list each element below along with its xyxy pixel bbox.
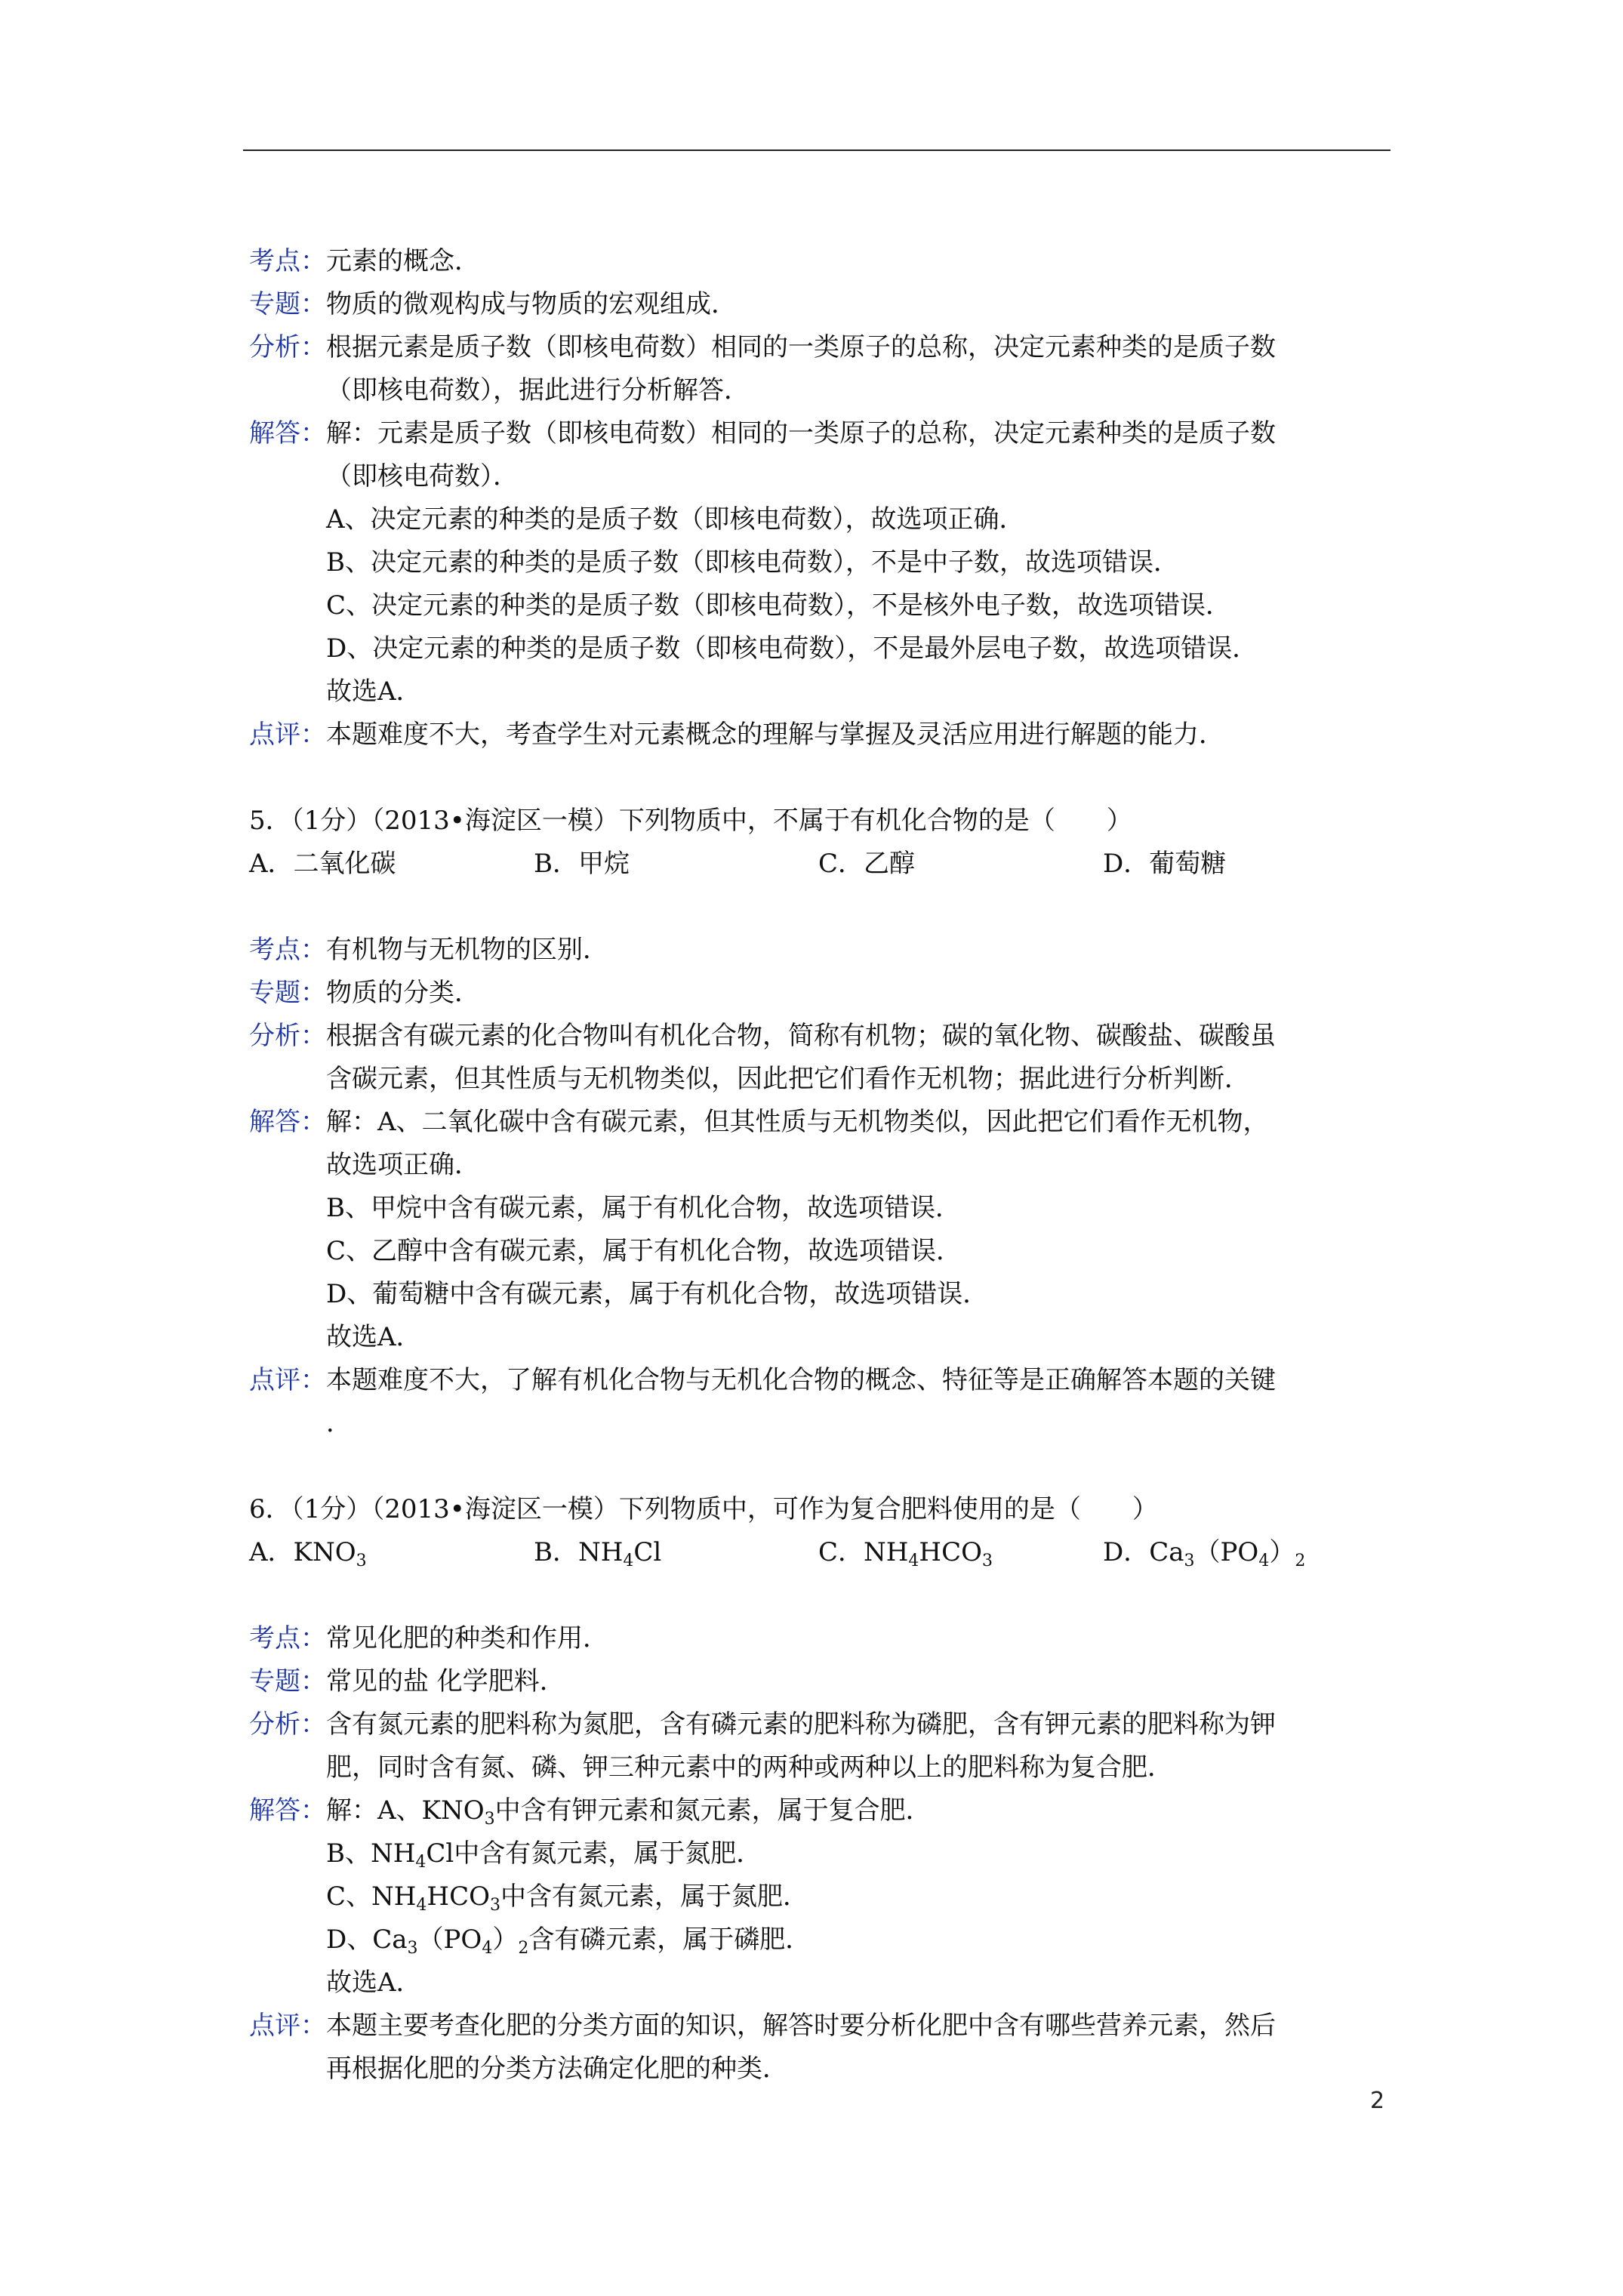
label-fenxi: 分析： xyxy=(249,1709,326,1740)
q6-zhuanti: 常见的盐 化学肥料． xyxy=(326,1666,565,1697)
q6-option-a: A．$KNO_3$ xyxy=(249,1537,367,1570)
q6-option-d: D．$Ca_3(PO_4)_2$ xyxy=(1103,1537,1306,1570)
label-kaodian: 考点： xyxy=(249,935,326,965)
q6-jieda-d: D、$Ca_3(PO_4)_2$含有磷元素，属于磷肥． xyxy=(326,1925,812,1958)
label-kaodian: 考点： xyxy=(249,1623,326,1653)
q5-jieda-c: C、乙醇中含有碳元素，属于有机化合物，故选项错误． xyxy=(326,1236,962,1266)
q5-stem: 5．（1分）（2013•海淀区一模）下列物质中，不属于有机化合物的是（ ） xyxy=(249,806,1132,836)
q4-fenxi: 根据元素是质子数（即核电荷数）相同的一类原子的总称，决定元素种类的是质子数 xyxy=(326,332,1276,362)
q6-stem: 6．（1分）（2013•海淀区一模）下列物质中，可作为复合肥料使用的是（ ） xyxy=(249,1494,1158,1524)
q6-fenxi-cont: 肥，同时含有氮、磷、钾三种元素中的两种或两种以上的肥料称为复合肥． xyxy=(326,1752,1173,1783)
q5-option-b: B．甲烷 xyxy=(534,849,630,879)
q4-jieda-d: D、决定元素的种类的是质子数（即核电荷数），不是最外层电子数，故选项错误． xyxy=(326,633,1258,664)
q5-jieda-b: B、甲烷中含有碳元素，属于有机化合物，故选项错误． xyxy=(326,1193,961,1223)
label-dianping: 点评： xyxy=(249,1365,326,1395)
question-6 xyxy=(249,1488,1397,2091)
explanation-q4 xyxy=(249,240,1397,757)
q6-kaodian: 常见化肥的种类和作用． xyxy=(326,1623,608,1653)
q6-option-b: B．$NH_4Cl$ xyxy=(534,1537,662,1570)
q5-options xyxy=(249,843,1397,886)
page-number: 2 xyxy=(1370,2088,1385,2114)
label-jieda: 解答： xyxy=(249,1107,326,1137)
label-jieda: 解答： xyxy=(249,1795,326,1826)
q4-kaodian: 元素的概念． xyxy=(326,246,480,276)
q6-jieda-b: B、$NH_4Cl$中含有氮元素，属于氮肥． xyxy=(326,1838,762,1872)
label-fenxi: 分析： xyxy=(249,332,326,362)
q5-kaodian: 有机物与无机物的区别． xyxy=(326,935,608,965)
q5-conclusion: 故选A． xyxy=(326,1322,422,1352)
q4-jieda: 解：元素是质子数（即核电荷数）相同的一类原子的总称，决定元素种类的是质子数 xyxy=(326,418,1276,448)
q4-jieda-a: A、决定元素的种类的是质子数（即核电荷数），故选项正确． xyxy=(326,504,1025,535)
q4-jieda-cont: （即核电荷数）． xyxy=(326,461,519,492)
q5-fenxi: 根据含有碳元素的化合物叫有机化合物，简称有机物；碳的氧化物、碳酸盐、碳酸虽 xyxy=(326,1021,1276,1051)
q5-jieda: 解：A、二氧化碳中含有碳元素，但其性质与无机物类似，因此把它们看作无机物， xyxy=(326,1107,1269,1137)
q4-zhuanti: 物质的微观构成与物质的宏观组成． xyxy=(326,289,737,319)
q5-option-c: C．乙醇 xyxy=(818,849,916,879)
q5-zhuanti: 物质的分类． xyxy=(326,978,480,1008)
q4-dianping: 本题难度不大，考查学生对元素概念的理解与掌握及灵活应用进行解题的能力． xyxy=(326,720,1224,750)
q6-dianping-cont: 再根据化肥的分类方法确定化肥的种类． xyxy=(326,2054,788,2084)
document-body xyxy=(249,240,1397,2091)
label-zhuanti: 专题： xyxy=(249,978,326,1008)
label-dianping: 点评： xyxy=(249,720,326,750)
q6-fenxi: 含有氮元素的肥料称为氮肥，含有磷元素的肥料称为磷肥，含有钾元素的肥料称为钾 xyxy=(326,1709,1276,1740)
header-rule xyxy=(243,149,1390,151)
label-kaodian: 考点： xyxy=(249,246,326,276)
q5-fenxi-cont: 含碳元素，但其性质与无机物类似，因此把它们看作无机物；据此进行分析判断． xyxy=(326,1064,1250,1094)
q5-jieda-cont: 故选项正确． xyxy=(326,1150,480,1180)
q4-fenxi-cont: （即核电荷数），据此进行分析解答． xyxy=(326,375,750,405)
q5-option-d: D．葡萄糖 xyxy=(1103,849,1227,879)
q4-jieda-c: C、决定元素的种类的是质子数（即核电荷数），不是核外电子数，故选项错误． xyxy=(326,590,1232,621)
label-jieda: 解答： xyxy=(249,418,326,448)
q6-conclusion: 故选A． xyxy=(326,1968,422,1998)
label-zhuanti: 专题： xyxy=(249,1666,326,1697)
label-dianping: 点评： xyxy=(249,2011,326,2041)
q5-option-a: A．二氧化碳 xyxy=(249,849,396,879)
q4-jieda-b: B、决定元素的种类的是质子数（即核电荷数），不是中子数，故选项错误． xyxy=(326,547,1179,578)
q6-option-c: C．$NH_4HCO_3$ xyxy=(818,1537,993,1570)
q6-options xyxy=(249,1531,1397,1574)
q6-dianping: 本题主要考查化肥的分类方面的知识，解答时要分析化肥中含有哪些营养元素，然后 xyxy=(326,2011,1276,2041)
label-fenxi: 分析： xyxy=(249,1021,326,1051)
q5-dianping-cont: ． xyxy=(326,1408,352,1438)
q6-jieda-a: 解：A、$KNO_3$中含有钾元素和氮元素，属于复合肥． xyxy=(326,1795,932,1829)
label-zhuanti: 专题： xyxy=(249,289,326,319)
q5-jieda-d: D、葡萄糖中含有碳元素，属于有机化合物，故选项错误． xyxy=(326,1279,989,1309)
q6-jieda-c: C、$NH_4HCO_3$中含有氮元素，属于氮肥． xyxy=(326,1881,808,1915)
question-5 xyxy=(249,800,1397,1445)
q4-conclusion: 故选A． xyxy=(326,676,422,707)
q5-dianping: 本题难度不大，了解有机化合物与无机化合物的概念、特征等是正确解答本题的关键 xyxy=(326,1365,1276,1395)
